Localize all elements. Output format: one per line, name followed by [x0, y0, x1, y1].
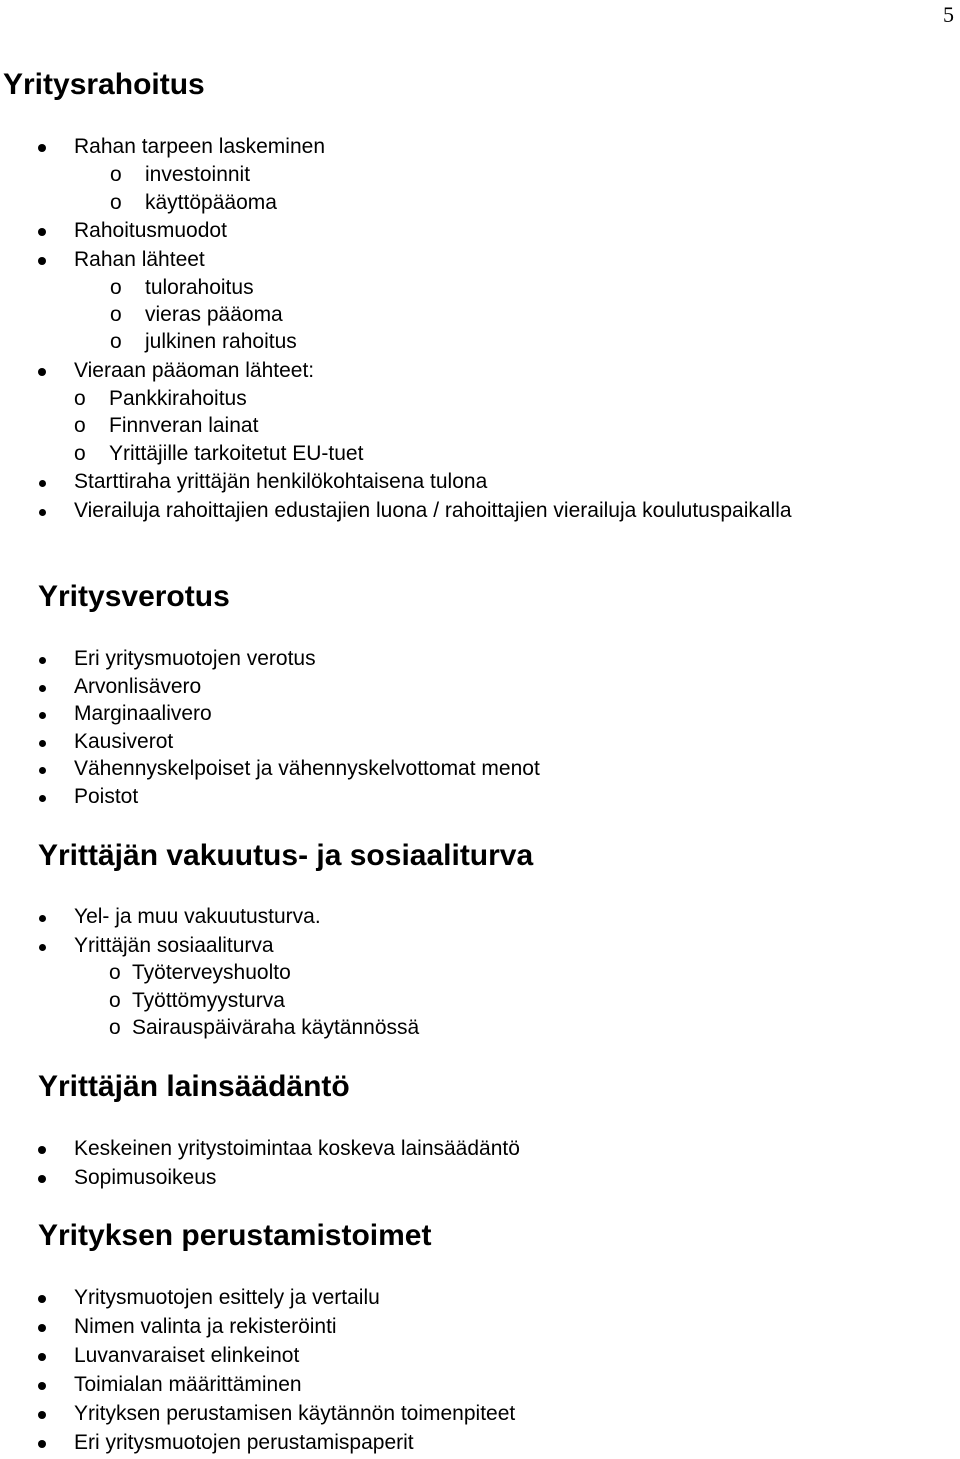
bullet-icon [38, 1295, 46, 1303]
bullet-icon [39, 915, 46, 922]
section-heading-yritysverotus: Yritysverotus [38, 580, 230, 613]
bullet-icon [39, 740, 46, 747]
bullet-icon [38, 257, 46, 265]
bullet-icon [38, 1440, 46, 1448]
section-heading-lainsaadanto: Yrittäjän lainsäädäntö [38, 1070, 350, 1103]
bullet-icon [39, 685, 46, 692]
page-number: 5 [943, 2, 954, 27]
bullet-icon [39, 944, 46, 951]
bullet-icon [38, 1353, 46, 1361]
bullet-icon [38, 1175, 46, 1183]
bullet-icon [39, 509, 46, 516]
bullet-icon [39, 657, 46, 664]
section-heading-vakuutus: Yrittäjän vakuutus- ja sosiaaliturva [38, 839, 534, 872]
bullet-icon [39, 795, 46, 802]
circle-bullet-icon: o [109, 1016, 121, 1039]
bullet-icon [38, 1382, 46, 1390]
circle-bullet-icon: o [109, 961, 121, 984]
bullet-icon [39, 767, 46, 774]
section-heading-yritysrahoitus: Yritysrahoitus [3, 68, 205, 101]
bullet-icon [38, 144, 46, 152]
circle-bullet-icon: o [74, 414, 86, 437]
circle-bullet-icon: o [110, 276, 122, 299]
bullet-icon [38, 1411, 46, 1419]
circle-bullet-icon: o [74, 387, 86, 410]
circle-bullet-icon: o [110, 191, 122, 214]
circle-bullet-icon: o [110, 163, 122, 186]
section-heading-perustamistoimet: Yrityksen perustamistoimet [38, 1219, 432, 1252]
bullet-icon [38, 368, 46, 376]
circle-bullet-icon: o [74, 442, 86, 465]
circle-bullet-icon: o [110, 330, 122, 353]
bullet-icon [39, 480, 46, 487]
bullet-icon [38, 1146, 46, 1154]
circle-bullet-icon: o [110, 303, 122, 326]
circle-bullet-icon: o [109, 989, 121, 1012]
bullet-icon [39, 712, 46, 719]
bullet-icon [38, 228, 46, 236]
bullet-icon [38, 1324, 46, 1332]
